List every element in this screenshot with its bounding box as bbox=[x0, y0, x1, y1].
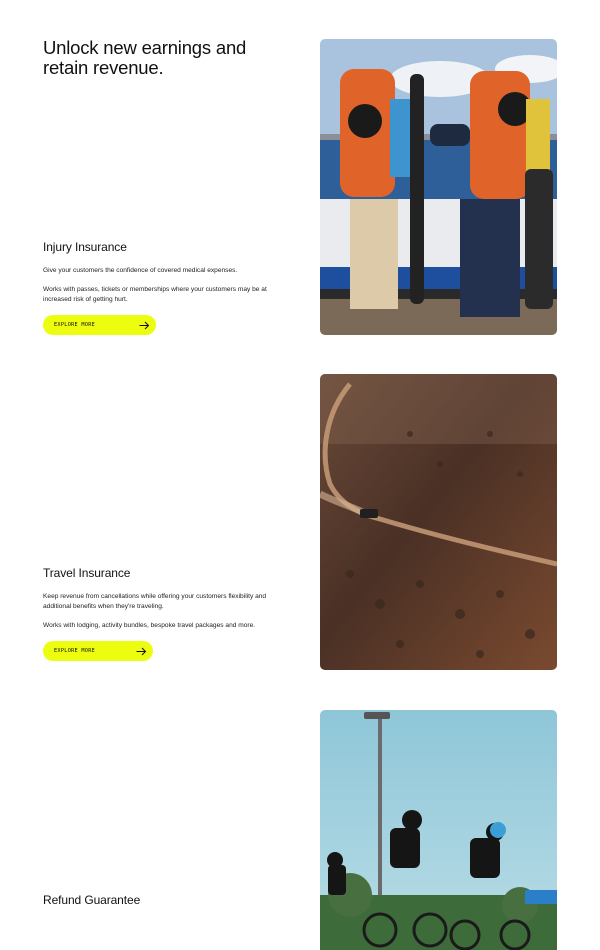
bmx-photo bbox=[320, 710, 557, 950]
section-description: Works with passes, tickets or memberships where your customers may be at increased risk of getting hurt. bbox=[43, 286, 267, 303]
section-text bbox=[43, 240, 278, 335]
page-headline: Unlock new earnings and retain revenue. bbox=[43, 37, 247, 78]
arrow-right-icon bbox=[136, 647, 147, 656]
arrow-right-icon bbox=[139, 321, 150, 330]
hikers-photo bbox=[320, 39, 557, 335]
section-title: Travel Insurance bbox=[43, 566, 131, 580]
section-title: Refund Guarantee bbox=[43, 893, 141, 907]
explore-more-button[interactable] bbox=[43, 315, 156, 335]
section-description: Keep revenue from cancellations while offering your customers flexibility and additional benefits when they're traveling. bbox=[43, 593, 267, 610]
section-title: Injury Insurance bbox=[43, 240, 127, 254]
desert-photo bbox=[320, 374, 557, 670]
section-description: Give your customers the confidence of covered medical expenses. bbox=[43, 267, 238, 274]
explore-more-button[interactable] bbox=[43, 641, 153, 661]
section-description: Works with lodging, activity bundles, bespoke travel packages and more. bbox=[43, 622, 256, 629]
button-label: EXPLORE MORE bbox=[54, 648, 96, 654]
section-text bbox=[43, 566, 278, 661]
section-text bbox=[43, 893, 278, 919]
button-label: EXPLORE MORE bbox=[54, 322, 96, 328]
